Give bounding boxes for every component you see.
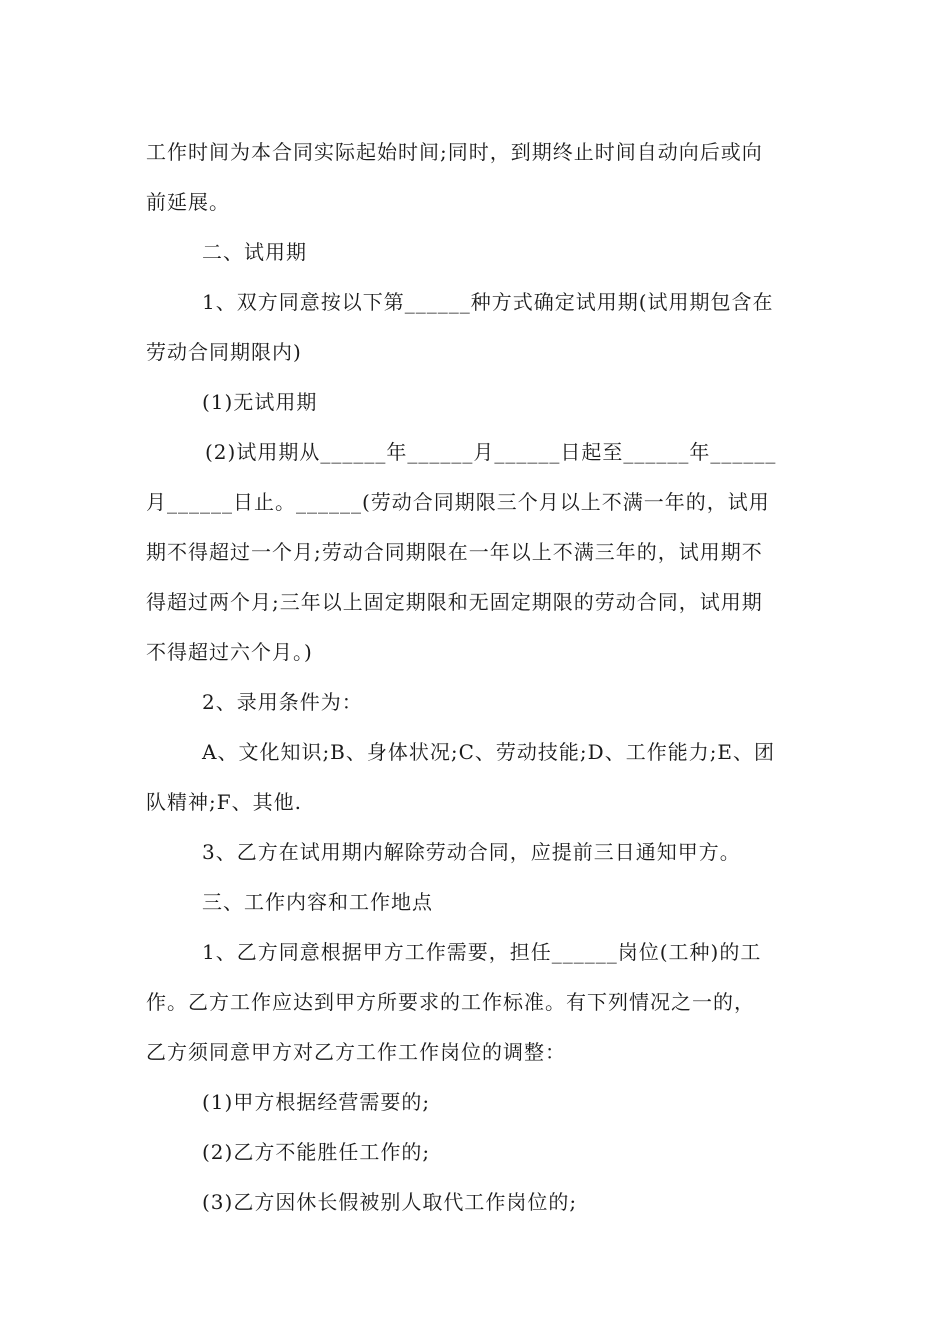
list-item: (1)甲方根据经营需要的; [202, 1090, 431, 1114]
list-item: (3)乙方因休长假被别人取代工作岗位的; [202, 1190, 578, 1214]
text-line: 1、双方同意按以下第______种方式确定试用期(试用期包含在 [202, 290, 774, 314]
text-line: 1、乙方同意根据甲方工作需要，担任______岗位(工种)的工 [202, 940, 762, 964]
text-line: (1)无试用期 [202, 390, 318, 414]
text-line: 劳动合同期限内) [146, 340, 302, 364]
text-line: 工作时间为本合同实际起始时间;同时，到期终止时间自动向后或向 [146, 140, 763, 164]
list-item: (2)乙方不能胜任工作的; [202, 1140, 431, 1164]
text-line: 3、乙方在试用期内解除劳动合同，应提前三日通知甲方。 [202, 840, 741, 864]
text-line: 不得超过六个月。) [146, 640, 313, 664]
text-line: 队精神;F、其他. [146, 790, 302, 814]
section-heading: 三、工作内容和工作地点 [202, 890, 433, 914]
text-line: A、文化知识;B、身体状况;C、劳动技能;D、工作能力;E、团 [202, 740, 776, 764]
text-line: 2、录用条件为： [202, 690, 363, 714]
text-line: 期不得超过一个月;劳动合同期限在一年以上不满三年的，试用期不 [146, 540, 763, 564]
contract-text [146, 127, 808, 1227]
text-line: 前延展。 [146, 190, 230, 214]
text-line: (2)试用期从______年______月______日起至______年______ [205, 440, 777, 464]
section-heading: 二、试用期 [202, 240, 307, 264]
text-line: 乙方须同意甲方对乙方工作工作岗位的调整： [146, 1040, 566, 1064]
text-line: 作。乙方工作应达到甲方所要求的工作标准。有下列情况之一的， [146, 990, 755, 1014]
text-line: 得超过两个月;三年以上固定期限和无固定期限的劳动合同，试用期 [146, 590, 763, 614]
text-line: 月______日止。______(劳动合同期限三个月以上不满一年的，试用 [146, 490, 770, 514]
